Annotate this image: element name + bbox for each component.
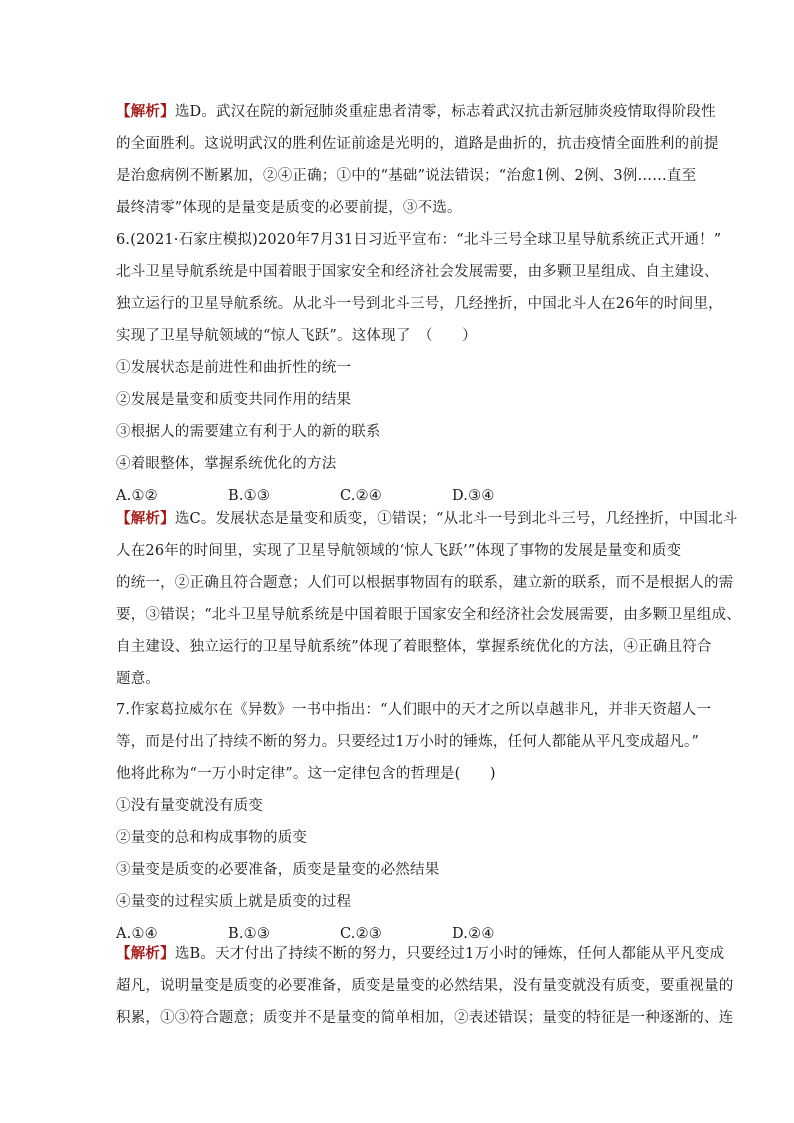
statement-item: ④量变的过程实质上就是质变的过程 (116, 894, 352, 910)
question-7 (116, 694, 712, 950)
analysis-line: 【解析】选C。发展状态是量变和质变，①错误；“从北斗一号到北斗三号，几经挫折，中国北斗 (116, 510, 738, 527)
analysis-tag: 【解析】 (116, 103, 175, 120)
statement-item: ①没有量变就没有质变 (116, 798, 263, 814)
statement-item: ①发展状态是前进性和曲折性的统一 (116, 360, 352, 376)
question-6 (116, 224, 723, 512)
option-c: C.②④ (340, 488, 382, 504)
option-a: A.①④ (116, 926, 158, 942)
question-stem-line: 独立运行的卫星导航系统。从北斗一号到北斗三号，几经挫折，中国北斗人在26年的时间里， (116, 296, 723, 312)
question-stem-line: 7.作家葛拉威尔在《异数》一书中指出：“人们眼中的天才之所以卓越非凡，并非天资超人一 (116, 702, 712, 718)
analysis-tag: 【解析】 (116, 945, 175, 962)
option-b: B.①③ (228, 488, 271, 504)
option-d: D.③④ (452, 488, 495, 504)
statement-item: ③量变是质变的必要准备，质变是量变的必然结果 (116, 862, 440, 878)
question-stem-line: 等，而是付出了持续不断的努力。只要经过1万小时的锤炼，任何人都能从平凡变成超凡。” (116, 734, 700, 750)
statement-item: ②发展是量变和质变共同作用的结果 (116, 392, 352, 408)
analysis-line: 超凡，说明量变是质变的必要准备，质变是量变的必然结果，没有量变就没有质变，要重视量的 (116, 978, 734, 994)
option-a: A.①② (116, 488, 158, 504)
analysis-line: 【解析】选D。武汉在院的新冠肺炎重症患者清零，标志着武汉抗击新冠肺炎疫情取得阶段性 (116, 103, 716, 120)
analysis-line: 积累，①③符合题意；质变并不是量变的简单相加，②表述错误；量变的特征是一种逐渐的、连 (116, 1010, 734, 1026)
analysis-line: 人在26年的时间里，实现了卫星导航领域的‘惊人飞跃’”体现了事物的发展是量变和质变 (116, 543, 682, 559)
analysis-line: 最终清零”体现的是量变是质变的必要前提，③不选。 (116, 200, 462, 216)
analysis-line: 题意。 (116, 671, 161, 687)
analysis-line: 是治愈病例不断累加，②④正确；①中的“基础”说法错误；“治愈1例、2例、3例……直至 (116, 168, 697, 184)
option-b: B.①③ (228, 926, 271, 942)
analysis-line: 要，③错误；“北斗卫星导航系统是中国着眼于国家安全和经济社会发展需要，由多颗卫星组成、 (116, 607, 742, 623)
option-d: D.②④ (452, 926, 495, 942)
analysis-block-2 (116, 503, 742, 695)
analysis-block-3 (116, 938, 734, 1034)
statement-item: ②量变的总和构成事物的质变 (116, 830, 308, 846)
analysis-tag: 【解析】 (116, 510, 175, 527)
question-stem-line: 实现了卫星导航领域的“惊人飞跃”。这体现了 （ ） (116, 328, 477, 344)
question-stem-line: 6.(2021·石家庄模拟)2020年7月31日习近平宣布：“北斗三号全球卫星导航系统正式开通！” (116, 232, 722, 248)
statement-item: ③根据人的需要建立有利于人的新的联系 (116, 424, 381, 440)
question-stem-line: 北斗卫星导航系统是中国着眼于国家安全和经济社会发展需要，由多颗卫星组成、自主建设、 (116, 264, 719, 280)
analysis-line: 自主建设、独立运行的卫星导航系统”体现了着眼整体，掌握系统优化的方法，④正确且符合 (116, 639, 712, 655)
analysis-line: 【解析】选B。天才付出了持续不断的努力，只要经过1万小时的锤炼，任何人都能从平凡变成 (116, 945, 725, 962)
option-c: C.②③ (340, 926, 382, 942)
statement-item: ④着眼整体，掌握系统优化的方法 (116, 456, 337, 472)
analysis-block-1 (116, 96, 719, 224)
analysis-line: 的统一，②正确且符合题意；人们可以根据事物固有的联系，建立新的联系，而不是根据人的需 (116, 575, 734, 591)
question-stem-line: 他将此称为“一万小时定律”。这一定律包含的哲理是( ) (116, 766, 496, 782)
analysis-line: 的全面胜利。这说明武汉的胜利佐证前途是光明的，道路是曲折的，抗击疫情全面胜利的前提 (116, 136, 719, 152)
